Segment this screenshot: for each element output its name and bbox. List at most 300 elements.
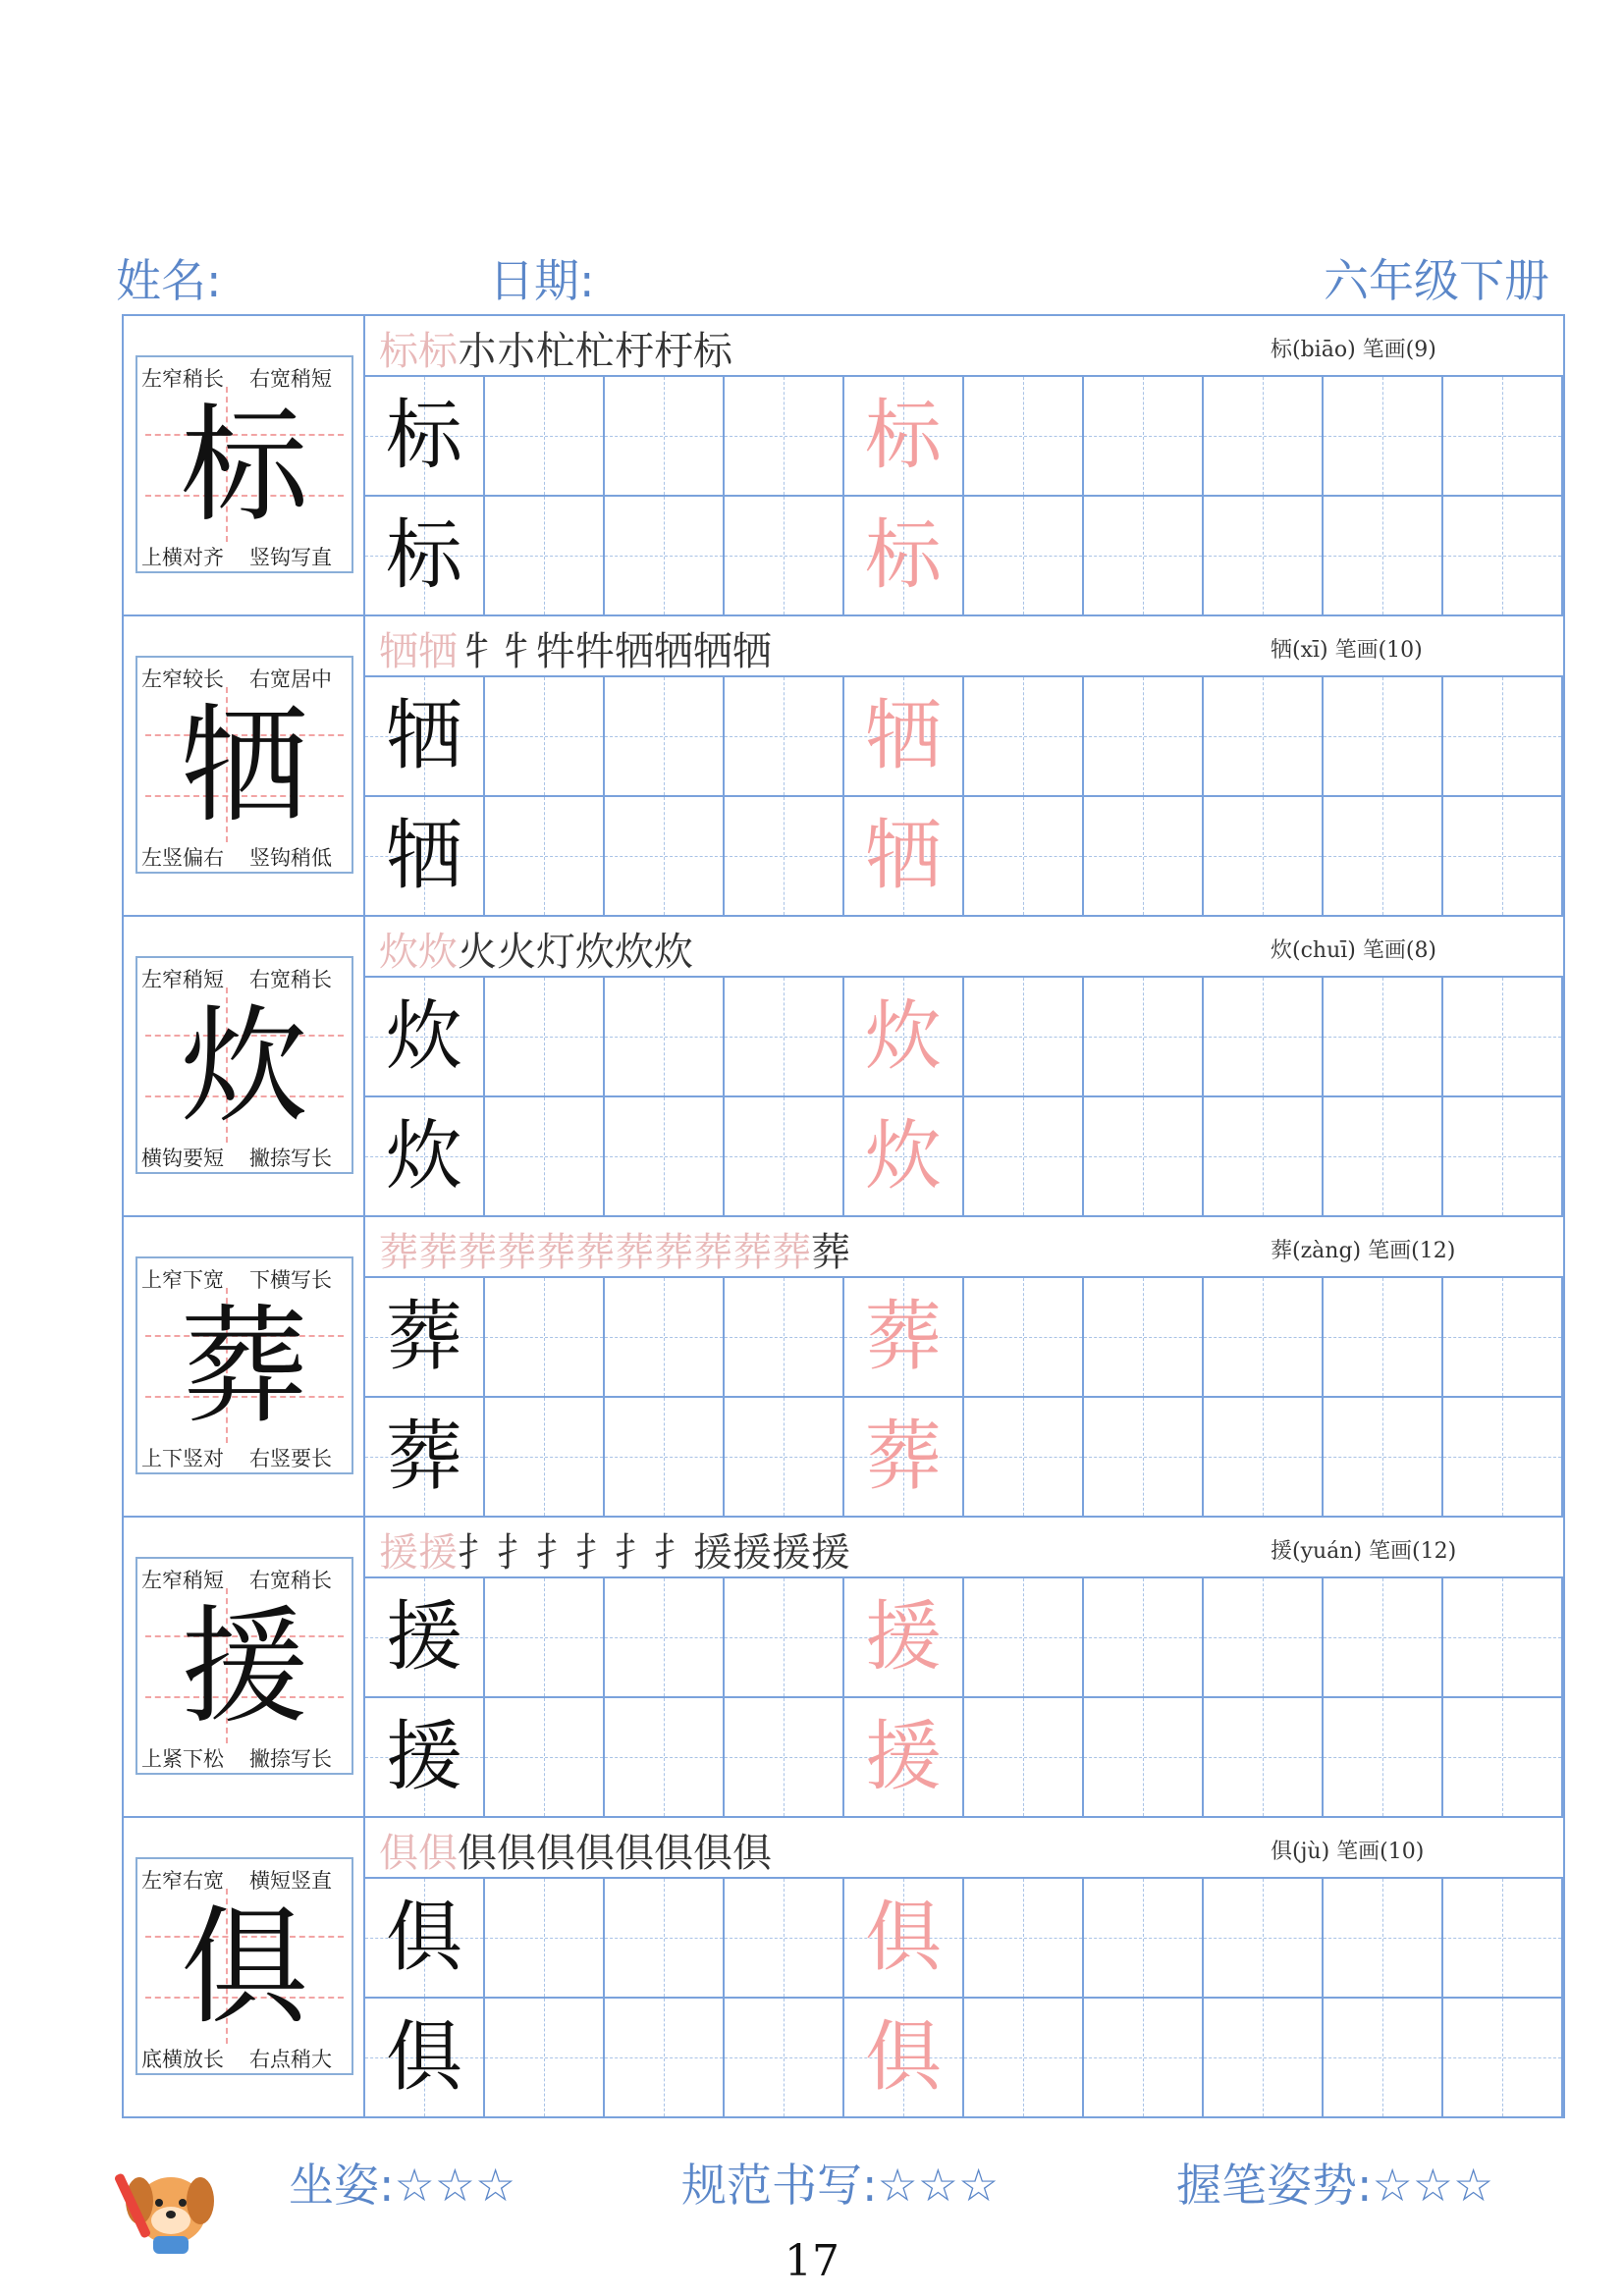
practice-cell[interactable]: [964, 1698, 1084, 1818]
writing-tip: 横短竖直: [249, 1869, 332, 1893]
stroke-step: 牜: [497, 629, 542, 674]
cell-guide: [1143, 377, 1144, 495]
practice-cell[interactable]: [1324, 1879, 1443, 1999]
practice-cell[interactable]: [844, 1278, 964, 1398]
writing-tip: 右宽居中: [249, 667, 332, 691]
cell-guide: [1382, 978, 1383, 1095]
practice-cell[interactable]: [964, 377, 1084, 497]
cell-guide: [1263, 1698, 1264, 1816]
practice-cell[interactable]: [485, 1278, 605, 1398]
practice-cell[interactable]: [365, 1578, 485, 1698]
cell-guide: [1143, 1278, 1144, 1396]
cell-guide: [1263, 797, 1264, 915]
practice-cell[interactable]: [1084, 1879, 1204, 1999]
practice-cell[interactable]: [844, 978, 964, 1097]
stroke-step: 炊: [654, 930, 699, 975]
cell-guide: [1023, 978, 1024, 1095]
practice-cell[interactable]: [1443, 797, 1563, 917]
stroke-step: 扌: [654, 1530, 699, 1575]
writing-tip: 上紧下松: [141, 1747, 224, 1771]
practice-cell[interactable]: [1324, 1097, 1443, 1217]
practice-cell[interactable]: [1443, 377, 1563, 497]
practice-cell[interactable]: [725, 1698, 844, 1818]
practice-cell[interactable]: [1084, 497, 1204, 616]
stroke-step: 炊: [379, 930, 424, 975]
practice-cell[interactable]: [1443, 497, 1563, 616]
practice-cell[interactable]: [485, 1578, 605, 1698]
cell-guide: [1023, 1097, 1024, 1215]
cell-guide: [1143, 1578, 1144, 1696]
practice-cell[interactable]: [365, 1097, 485, 1217]
cell-guide: [1023, 1879, 1024, 1997]
practice-cell[interactable]: [1324, 1398, 1443, 1518]
writing-tip: 右宽稍长: [249, 968, 332, 991]
practice-cell[interactable]: [844, 797, 964, 917]
cell-guide: [1382, 797, 1383, 915]
writing-tip: 撇捺写长: [249, 1147, 332, 1170]
stroke-order-row: [365, 616, 1563, 677]
practice-cell[interactable]: [365, 677, 485, 797]
cell-guide: [1263, 1879, 1264, 1997]
practice-cell[interactable]: [964, 1398, 1084, 1518]
cell-guide: [1502, 1578, 1503, 1696]
stroke-step: 援: [811, 1530, 856, 1575]
sample-character: 俱: [385, 2013, 462, 2102]
stroke-step: 葬: [536, 1230, 581, 1275]
practice-cell[interactable]: [725, 978, 844, 1097]
stroke-step: 杅: [654, 329, 699, 374]
stroke-step: 葬: [497, 1230, 542, 1275]
cell-guide: [1143, 1698, 1144, 1816]
practice-cell[interactable]: [1324, 1278, 1443, 1398]
writing-rating: 规范书写:☆☆☆: [681, 2159, 1000, 2212]
cell-guide: [784, 797, 785, 915]
writing-tip: 上下竖对: [141, 1447, 224, 1470]
practice-cell[interactable]: [1443, 1278, 1563, 1398]
practice-cell[interactable]: [605, 797, 725, 917]
practice-cell[interactable]: [1204, 1398, 1324, 1518]
practice-cell[interactable]: [964, 677, 1084, 797]
practice-cell[interactable]: [1324, 677, 1443, 797]
practice-cell[interactable]: [1443, 677, 1563, 797]
stroke-step: 葬: [732, 1230, 778, 1275]
writing-tip: 右宽稍短: [249, 367, 332, 391]
practice-cell[interactable]: [605, 1097, 725, 1217]
practice-cell[interactable]: [365, 1999, 485, 2118]
stroke-step: 俱: [732, 1831, 778, 1876]
cell-guide: [784, 377, 785, 495]
stroke-step: 葬: [811, 1230, 856, 1275]
trace-character: 俱: [864, 1894, 942, 1982]
practice-cell[interactable]: [844, 1398, 964, 1518]
stroke-sequence: [379, 620, 778, 676]
practice-cell[interactable]: [844, 377, 964, 497]
practice-cell[interactable]: [1204, 1097, 1324, 1217]
cell-guide: [1263, 497, 1264, 614]
pinyin-stroke-count: 牺(xī) 笔画(10): [1271, 638, 1423, 663]
practice-cell[interactable]: [725, 1578, 844, 1698]
cell-guide: [1143, 1879, 1144, 1997]
practice-cell[interactable]: [1443, 1698, 1563, 1818]
writing-tip: 左窄稍短: [141, 1569, 224, 1592]
practice-cell[interactable]: [1084, 1398, 1204, 1518]
stroke-step: 扌: [458, 1530, 503, 1575]
stroke-step: 牺: [379, 629, 424, 674]
cell-guide: [544, 978, 545, 1095]
practice-cell[interactable]: [1443, 978, 1563, 1097]
practice-cell[interactable]: [1204, 1698, 1324, 1818]
stroke-step: 杅: [615, 329, 660, 374]
sample-character: 援: [385, 1713, 462, 1801]
cell-guide: [664, 1999, 665, 2116]
practice-cell[interactable]: [1204, 1278, 1324, 1398]
sample-character: 标: [385, 511, 462, 600]
practice-cell[interactable]: [1084, 1097, 1204, 1217]
practice-cell[interactable]: [964, 1278, 1084, 1398]
sample-character: 俱: [385, 1894, 462, 1982]
practice-cell[interactable]: [725, 1278, 844, 1398]
cell-guide: [1382, 377, 1383, 495]
stroke-step: 俱: [536, 1831, 581, 1876]
cell-guide: [1502, 1278, 1503, 1396]
stroke-sequence: [379, 921, 699, 977]
practice-cell[interactable]: [1443, 1398, 1563, 1518]
practice-cell[interactable]: [844, 677, 964, 797]
practice-cell[interactable]: [725, 1879, 844, 1999]
cell-guide: [1502, 978, 1503, 1095]
practice-cell[interactable]: [605, 1698, 725, 1818]
model-character: 炊: [180, 991, 308, 1141]
writing-tip: 左窄稍短: [141, 968, 224, 991]
model-character: 牺: [180, 691, 308, 840]
practice-cell[interactable]: [365, 377, 485, 497]
cell-guide: [1382, 1097, 1383, 1215]
cell-guide: [1382, 1398, 1383, 1516]
practice-cell[interactable]: [844, 1999, 964, 2118]
stroke-step: 牪: [536, 629, 581, 674]
cell-guide: [1143, 497, 1144, 614]
writing-tip: 上窄下宽: [141, 1268, 224, 1292]
model-column: [124, 1818, 365, 2118]
practice-cell[interactable]: [1443, 1879, 1563, 1999]
cell-guide: [1502, 377, 1503, 495]
practice-cell[interactable]: [844, 1097, 964, 1217]
model-character-box: [135, 956, 353, 1174]
stroke-step: 葬: [575, 1230, 621, 1275]
practice-cell[interactable]: [1443, 1097, 1563, 1217]
cell-guide: [1023, 1698, 1024, 1816]
stroke-step: 牺: [693, 629, 738, 674]
character-block: [124, 1518, 1563, 1818]
stroke-step: 扌: [497, 1530, 542, 1575]
practice-cell[interactable]: [365, 1879, 485, 1999]
practice-cell[interactable]: [1324, 978, 1443, 1097]
practice-cell[interactable]: [485, 1097, 605, 1217]
practice-grid: [365, 978, 1563, 1217]
practice-cell[interactable]: [485, 377, 605, 497]
practice-cell[interactable]: [844, 1879, 964, 1999]
cell-guide: [664, 377, 665, 495]
pinyin-stroke-count: 俱(jù) 笔画(10): [1271, 1840, 1425, 1864]
practice-cell[interactable]: [1204, 978, 1324, 1097]
practice-cell[interactable]: [365, 1698, 485, 1818]
practice-cell[interactable]: [365, 978, 485, 1097]
stroke-sequence: [379, 1221, 856, 1277]
stroke-step: 牺: [615, 629, 660, 674]
stroke-step: 俱: [615, 1831, 660, 1876]
practice-cell[interactable]: [844, 1578, 964, 1698]
practice-cell[interactable]: [485, 1398, 605, 1518]
trace-character: 俱: [864, 2013, 942, 2102]
stroke-order-row: [365, 1217, 1563, 1278]
practice-cell[interactable]: [485, 1698, 605, 1818]
cell-guide: [1502, 1097, 1503, 1215]
cell-guide: [664, 1278, 665, 1396]
practice-cell[interactable]: [365, 797, 485, 917]
sample-character: 炊: [385, 992, 462, 1081]
practice-cell[interactable]: [1324, 497, 1443, 616]
practice-cell[interactable]: [605, 1278, 725, 1398]
practice-cell[interactable]: [725, 1097, 844, 1217]
practice-cell[interactable]: [1324, 377, 1443, 497]
name-label: 姓名:: [116, 254, 222, 307]
stroke-step: 俱: [654, 1831, 699, 1876]
practice-cell[interactable]: [1084, 1278, 1204, 1398]
practice-cell[interactable]: [1443, 1999, 1563, 2118]
practice-cell[interactable]: [844, 497, 964, 616]
practice-cell[interactable]: [365, 497, 485, 616]
stroke-step: 援: [379, 1530, 424, 1575]
cell-guide: [1143, 797, 1144, 915]
model-column: [124, 1217, 365, 1516]
character-block: [124, 917, 1563, 1217]
practice-cell[interactable]: [1204, 1578, 1324, 1698]
cell-guide: [544, 677, 545, 795]
cell-guide: [1263, 1097, 1264, 1215]
cell-guide: [1143, 677, 1144, 795]
stroke-step: 标: [693, 329, 738, 374]
cell-guide: [784, 1097, 785, 1215]
cell-guide: [1382, 677, 1383, 795]
practice-cell[interactable]: [844, 1698, 964, 1818]
practice-cell[interactable]: [1084, 1578, 1204, 1698]
practice-grid: [365, 1578, 1563, 1818]
stroke-step: 牪: [575, 629, 621, 674]
stroke-step: 葬: [379, 1230, 424, 1275]
practice-cell[interactable]: [365, 1398, 485, 1518]
cell-guide: [1263, 1398, 1264, 1516]
sample-character: 炊: [385, 1112, 462, 1201]
stroke-step: 援: [732, 1530, 778, 1575]
cell-guide: [784, 978, 785, 1095]
stroke-order-row: [365, 316, 1563, 377]
practice-cell[interactable]: [964, 1879, 1084, 1999]
trace-character: 标: [864, 511, 942, 600]
cell-guide: [544, 1879, 545, 1997]
stroke-order-row: [365, 1818, 1563, 1879]
practice-cell[interactable]: [1204, 377, 1324, 497]
sample-character: 葬: [385, 1413, 462, 1501]
stroke-sequence: [379, 1822, 778, 1878]
practice-cell[interactable]: [1324, 797, 1443, 917]
stroke-step: 朩: [458, 329, 503, 374]
practice-cell[interactable]: [1084, 377, 1204, 497]
cell-guide: [664, 677, 665, 795]
sample-character: 葬: [385, 1293, 462, 1381]
cell-guide: [664, 1097, 665, 1215]
character-block: [124, 1818, 1563, 2118]
practice-cell[interactable]: [725, 1398, 844, 1518]
practice-cell[interactable]: [1324, 1578, 1443, 1698]
stroke-step: 援: [693, 1530, 738, 1575]
trace-character: 援: [864, 1713, 942, 1801]
practice-cell[interactable]: [605, 1999, 725, 2118]
model-character: 标: [180, 391, 308, 540]
practice-cell[interactable]: [485, 978, 605, 1097]
practice-cell[interactable]: [1204, 497, 1324, 616]
character-block: [124, 616, 1563, 917]
cell-guide: [1382, 1278, 1383, 1396]
practice-cell[interactable]: [1084, 1698, 1204, 1818]
practice-cell[interactable]: [1204, 677, 1324, 797]
cell-guide: [1382, 1698, 1383, 1816]
pinyin-stroke-count: 援(yuán) 笔画(12): [1271, 1539, 1457, 1564]
stroke-step: 扌: [575, 1530, 621, 1575]
practice-cell[interactable]: [964, 1097, 1084, 1217]
model-column: [124, 616, 365, 915]
practice-cell[interactable]: [1084, 797, 1204, 917]
trace-character: 葬: [864, 1413, 942, 1501]
writing-tip: 竖钩稍低: [249, 846, 332, 870]
stroke-step: 葬: [615, 1230, 660, 1275]
trace-character: 炊: [864, 992, 942, 1081]
practice-cell[interactable]: [1084, 1999, 1204, 2118]
writing-tip: 底横放长: [141, 2048, 224, 2071]
stroke-step: 葬: [418, 1230, 463, 1275]
stroke-step: 俱: [575, 1831, 621, 1876]
practice-cell[interactable]: [485, 1879, 605, 1999]
cell-guide: [1263, 677, 1264, 795]
practice-cell[interactable]: [605, 1879, 725, 1999]
cell-guide: [544, 377, 545, 495]
cell-guide: [544, 1698, 545, 1816]
practice-cell[interactable]: [725, 1999, 844, 2118]
cell-guide: [544, 1398, 545, 1516]
practice-cell[interactable]: [485, 497, 605, 616]
stroke-step: 葬: [693, 1230, 738, 1275]
character-block: [124, 316, 1563, 616]
posture-rating: 坐姿:☆☆☆: [289, 2159, 516, 2212]
practice-cell[interactable]: [1204, 797, 1324, 917]
practice-cell[interactable]: [605, 1578, 725, 1698]
practice-cell[interactable]: [1324, 1698, 1443, 1818]
stroke-step: 俱: [458, 1831, 503, 1876]
practice-cell[interactable]: [964, 497, 1084, 616]
practice-cell[interactable]: [1204, 1999, 1324, 2118]
practice-sheet: [122, 314, 1565, 2118]
practice-cell[interactable]: [1443, 1578, 1563, 1698]
trace-character: 葬: [864, 1293, 942, 1381]
practice-cell[interactable]: [964, 1578, 1084, 1698]
practice-cell[interactable]: [485, 677, 605, 797]
cell-guide: [1143, 1097, 1144, 1215]
practice-cell[interactable]: [365, 1278, 485, 1398]
cell-guide: [544, 497, 545, 614]
sample-character: 标: [385, 392, 462, 480]
stroke-step: 牜: [458, 629, 503, 674]
stroke-step: 援: [418, 1530, 463, 1575]
practice-cell[interactable]: [964, 1999, 1084, 2118]
practice-cell[interactable]: [1324, 1999, 1443, 2118]
sample-character: 援: [385, 1593, 462, 1682]
practice-cell[interactable]: [605, 978, 725, 1097]
practice-cell[interactable]: [1084, 978, 1204, 1097]
stroke-step: 俱: [497, 1831, 542, 1876]
cell-guide: [664, 1578, 665, 1696]
cell-guide: [544, 797, 545, 915]
cell-guide: [1023, 497, 1024, 614]
practice-cell[interactable]: [725, 377, 844, 497]
practice-cell[interactable]: [725, 797, 844, 917]
writing-tip: 右宽稍长: [249, 1569, 332, 1592]
cell-guide: [784, 677, 785, 795]
cell-guide: [784, 1879, 785, 1997]
pinyin-stroke-count: 炊(chuī) 笔画(8): [1271, 938, 1437, 963]
writing-tip: 左竖偏右: [141, 846, 224, 870]
practice-cell[interactable]: [605, 377, 725, 497]
model-character-box: [135, 1256, 353, 1474]
stroke-step: 俱: [693, 1831, 738, 1876]
cell-guide: [784, 1278, 785, 1396]
cell-guide: [1023, 377, 1024, 495]
practice-cell[interactable]: [725, 677, 844, 797]
practice-cell[interactable]: [964, 978, 1084, 1097]
cell-guide: [544, 1999, 545, 2116]
practice-cell[interactable]: [605, 1398, 725, 1518]
cell-guide: [1143, 1999, 1144, 2116]
practice-cell[interactable]: [485, 1999, 605, 2118]
practice-grid: [365, 377, 1563, 616]
cell-guide: [1263, 1999, 1264, 2116]
writing-tip: 横钩要短: [141, 1147, 224, 1170]
cell-guide: [664, 497, 665, 614]
stroke-step: 俱: [379, 1831, 424, 1876]
practice-cell[interactable]: [605, 677, 725, 797]
stroke-step: 火: [497, 930, 542, 975]
writing-tip: 竖钩写直: [249, 546, 332, 569]
practice-cell[interactable]: [725, 497, 844, 616]
pinyin-stroke-count: 葬(zàng) 笔画(12): [1271, 1239, 1456, 1263]
grip-rating: 握笔姿势:☆☆☆: [1176, 2159, 1494, 2212]
practice-cell[interactable]: [605, 497, 725, 616]
practice-cell[interactable]: [1084, 677, 1204, 797]
stroke-step: 牺: [654, 629, 699, 674]
cell-guide: [664, 1879, 665, 1997]
practice-cell[interactable]: [485, 797, 605, 917]
trace-character: 标: [864, 392, 942, 480]
model-character: 葬: [180, 1292, 308, 1441]
stroke-step: 炊: [418, 930, 463, 975]
cell-guide: [1263, 1578, 1264, 1696]
stroke-step: 牺: [418, 629, 463, 674]
stroke-step: 炊: [575, 930, 621, 975]
practice-grid: [365, 1879, 1563, 2118]
practice-cell[interactable]: [964, 797, 1084, 917]
writing-tip: 左窄较长: [141, 667, 224, 691]
practice-cell[interactable]: [1204, 1879, 1324, 1999]
cell-guide: [664, 1698, 665, 1816]
cell-guide: [1382, 497, 1383, 614]
